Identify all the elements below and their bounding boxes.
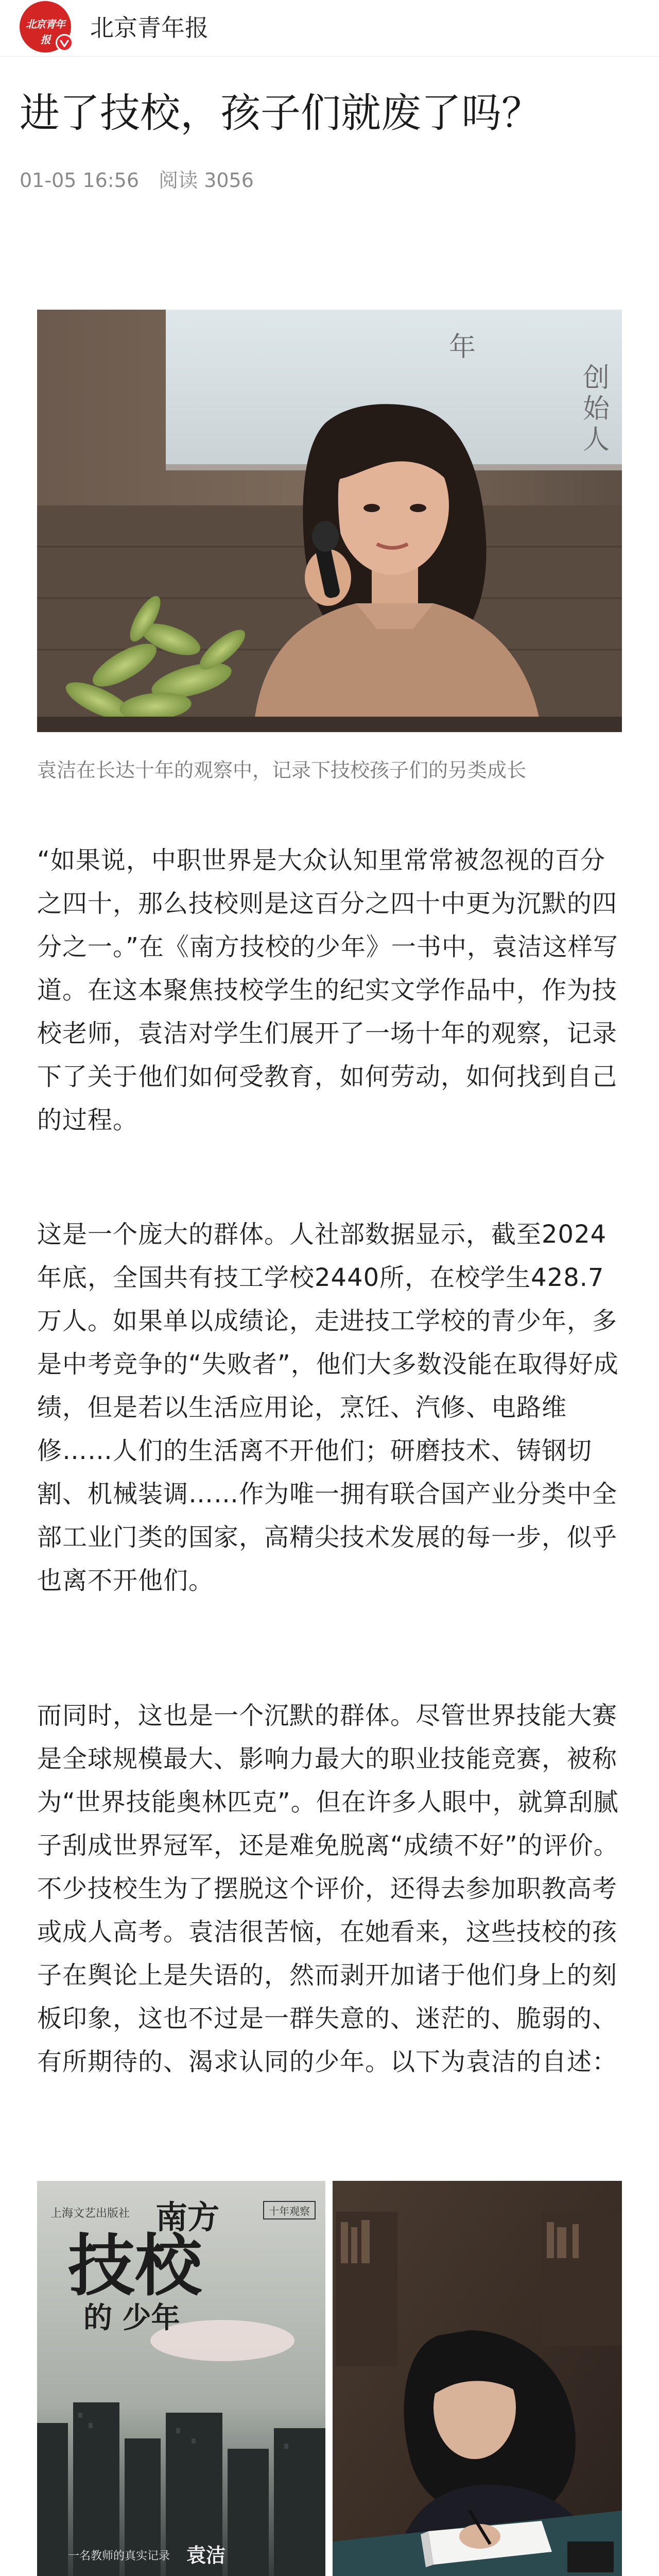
speaker-photo-drawing bbox=[37, 310, 622, 732]
book-title-top: 南方 bbox=[155, 2198, 220, 2236]
book-title-main: 技校 bbox=[68, 2226, 202, 2305]
book-series: 一名教师的真实记录 bbox=[68, 2550, 170, 2563]
book-author: 袁洁 bbox=[186, 2544, 226, 2567]
book-tag: 十年观察 bbox=[269, 2205, 310, 2217]
verified-badge-icon bbox=[56, 34, 73, 52]
article-photo-speaker[interactable] bbox=[37, 310, 622, 732]
source-name[interactable]: 北京青年报 bbox=[90, 14, 209, 42]
paragraph-3: 而同时，这也是一个沉默的群体。尽管世界技能大赛是全球规模最大、影响力最大的职业技能竞赛，被称为“世界技能奥林匹克”。但在许多人眼中，就算刮腻子刮成世界冠军，还是难免脱离“成绩不好”的评价。不少技校生为了摆脱这个评价，还得去参加职教高考或成人高考。袁洁很苦恼，在她看来，这些技校的孩子在舆论上是失语的，然而剥开加诸于他们身上的刻板印象，这也不过是一群失意的、迷茫的、脆弱的、有所期待的、渴求认同的少年。以下为袁洁的自述： bbox=[37, 1701, 619, 2076]
slide-text-1: 年 bbox=[449, 332, 476, 363]
article-meta bbox=[20, 168, 254, 193]
paragraph-1: “如果说，中职世界是大众认知里常常被忽视的百分之四十，那么技校则是这百分之四十中更为沉默的四分之一。”在《南方技校的少年》一书中，袁洁这样写道。在这本聚焦技校学生的纪实文学作品中，作为技校老师，袁洁对学生们展开了一场十年的观察，记录下了关于他们如何受教育，如何劳动，如何找到自己的过程。 bbox=[37, 846, 618, 1134]
book-title-sub: 的 少年 bbox=[83, 2301, 180, 2335]
read-count: 阅读 3056 bbox=[159, 169, 254, 192]
slide-text-3: 始 bbox=[583, 394, 610, 425]
book-photo-drawing bbox=[37, 2181, 622, 2576]
paragraph-2: 这是一个庞大的群体。人社部数据显示，截至2024年底，全国共有技工学校2440所，在校学生428.7万人。如果单以成绩论，走进技工学校的青少年，多是中考竞争的“失败者”，他们大多数没能在取得好成绩，但是若以生活应用论，烹饪、汽修、电路维修……人们的生活离不开他们；研磨技术、铸钢切割、机械装调……作为唯一拥有联合国产业分类中全部工业门类的国家，高精尖技术发展的每一步，似乎也离不开他们。 bbox=[37, 1220, 619, 1595]
slide-text-2: 创 bbox=[583, 363, 610, 394]
top-bar bbox=[0, 0, 659, 57]
logo-wordmark: 北京青年报 bbox=[26, 18, 65, 46]
article-photo-book[interactable] bbox=[37, 2181, 622, 2576]
slide-text-4: 人 bbox=[583, 425, 610, 455]
photo1-caption: 袁洁在长达十年的观察中，记录下技校孩子们的另类成长 bbox=[37, 759, 527, 782]
book-publisher: 上海文艺出版社 bbox=[50, 2207, 130, 2220]
article-title: 进了技校，孩子们就废了吗？ bbox=[20, 90, 542, 137]
publish-time: 01-05 16:56 bbox=[20, 169, 140, 192]
